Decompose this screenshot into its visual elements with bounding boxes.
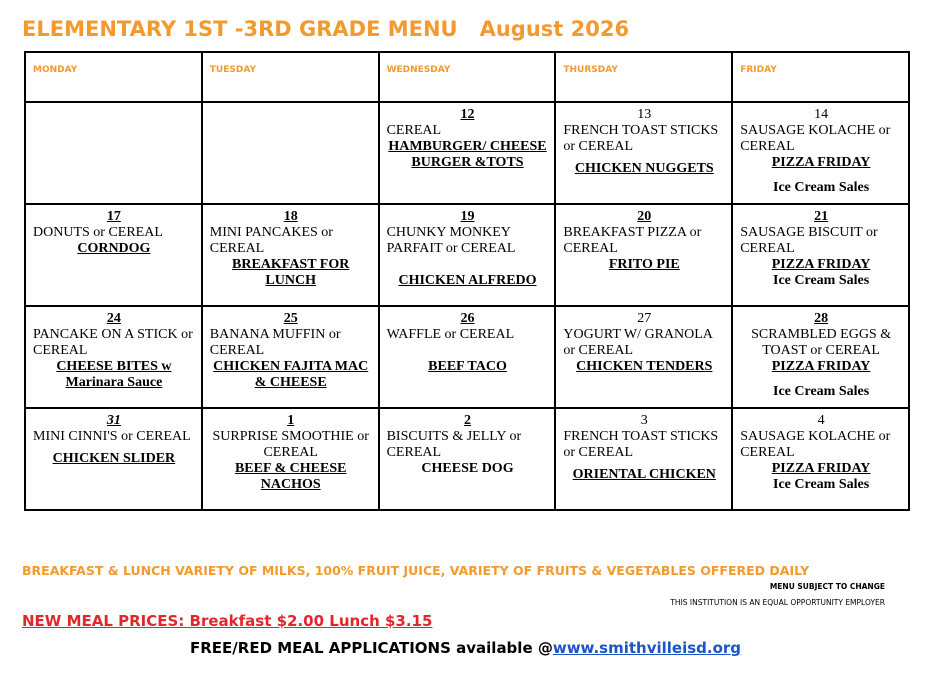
lunch-item: ORIENTAL CHICKEN [572, 467, 716, 482]
lunch-item: PIZZA FRIDAY [771, 257, 871, 272]
breakfast-item: BREAKFAST PIZZA or CEREAL [563, 225, 702, 256]
day-number: 26 [460, 311, 475, 326]
day-cell [732, 306, 909, 408]
breakfast-item: YOGURT W/ GRANOLA or CEREAL [563, 327, 713, 358]
lunch-item: CHICKEN SLIDER [52, 451, 176, 466]
day-number: 13 [637, 107, 652, 122]
breakfast-item: SAUSAGE KOLACHE or CEREAL [740, 429, 891, 460]
day-cell [732, 204, 909, 306]
day-cell [555, 204, 732, 306]
day-number: 2 [463, 413, 471, 428]
day-number: 19 [460, 209, 475, 224]
lunch-item: FRITO PIE [608, 257, 680, 272]
day-cell-empty [202, 102, 379, 204]
day-number: 25 [283, 311, 298, 326]
lunch-item: PIZZA FRIDAY [771, 155, 871, 170]
title-month: August 2026 [479, 17, 630, 41]
day-cell [202, 306, 379, 408]
breakfast-item: BANANA MUFFIN or CEREAL [209, 327, 341, 358]
day-number: 27 [637, 311, 652, 326]
breakfast-item: FRENCH TOAST STICKS or CEREAL [563, 429, 719, 460]
subject-to-change-note: MENU SUBJECT TO CHANGE [769, 582, 885, 591]
weekday-thursday: THURSDAY [555, 52, 732, 102]
weekday-wednesday: WEDNESDAY [379, 52, 556, 102]
lunch-item: PIZZA FRIDAY [771, 359, 871, 374]
lunch-item: PIZZA FRIDAY [771, 461, 871, 476]
day-number: 4 [817, 413, 825, 428]
lunch-item: HAMBURGER/ CHEESE BURGER &TOTS [388, 139, 547, 170]
district-website-link[interactable]: www.smithvilleisd.org [552, 639, 742, 657]
lunch-item: BREAKFAST FOR LUNCH [232, 257, 350, 288]
day-cell [379, 306, 556, 408]
menu-calendar [24, 51, 910, 511]
lunch-item: CHICKEN ALFREDO [398, 273, 537, 288]
day-number: 18 [283, 209, 298, 224]
breakfast-item: PANCAKE ON A STICK or CEREAL [33, 327, 193, 358]
day-cell [555, 306, 732, 408]
extra-note: Ice Cream Sales [773, 477, 870, 492]
lunch-item: CHICKEN NUGGETS [574, 161, 714, 176]
day-number: 31 [106, 413, 121, 428]
day-cell [555, 102, 732, 204]
breakfast-item: FRENCH TOAST STICKS or CEREAL [563, 123, 719, 154]
day-cell [555, 408, 732, 510]
lunch-item: BEEF TACO [428, 359, 507, 374]
meal-prices: NEW MEAL PRICES: Breakfast $2.00 Lunch $3.15 [22, 612, 433, 630]
title-text: ELEMENTARY 1ST -3RD GRADE MENU [22, 17, 458, 41]
variety-note: BREAKFAST & LUNCH VARIETY OF MILKS, 100% FRUIT JUICE, VARIETY OF FRUITS & VEGETABLES OFFERED DAILY [22, 563, 810, 578]
lunch-item: CHICKEN TENDERS [576, 359, 713, 374]
weekday-tuesday: TUESDAY [202, 52, 379, 102]
day-number: 12 [460, 107, 475, 122]
day-number: 3 [640, 413, 648, 428]
breakfast-item: DONUTS or CEREAL [33, 225, 163, 240]
breakfast-item: MINI PANCAKES or CEREAL [209, 225, 333, 256]
menu-title [22, 17, 629, 41]
day-number: 17 [106, 209, 121, 224]
day-number: 20 [637, 209, 652, 224]
day-number: 1 [287, 413, 295, 428]
lunch-item: CORNDOG [77, 241, 151, 256]
day-cell-empty [25, 102, 202, 204]
breakfast-item: CHUNKY MONKEY PARFAIT or CEREAL [386, 225, 516, 256]
day-cell [379, 204, 556, 306]
day-cell [202, 408, 379, 510]
day-cell [25, 408, 202, 510]
breakfast-item: SCRAMBLED EGGS & TOAST or CEREAL [751, 327, 892, 358]
day-number: 24 [106, 311, 121, 326]
extra-note: Ice Cream Sales [773, 273, 870, 288]
lunch-item: BEEF & CHEESE NACHOS [234, 461, 347, 492]
breakfast-item: CEREAL [386, 123, 442, 138]
weekday-monday: MONDAY [25, 52, 202, 102]
week-row [25, 102, 909, 204]
lunch-item: CHEESE BITES w Marinara Sauce [56, 359, 172, 390]
lunch-item: CHEESE DOG [421, 461, 514, 476]
day-cell [25, 306, 202, 408]
breakfast-item: BISCUITS & JELLY or CEREAL [386, 429, 522, 460]
weekday-header-row [25, 52, 909, 102]
lunch-item: CHICKEN FAJITA MAC & CHEESE [213, 359, 369, 390]
equal-opportunity-note: THIS INSTITUTION IS AN EQUAL OPPORTUNITY EMPLOYER [670, 598, 885, 607]
day-number: 21 [814, 209, 829, 224]
day-number: 14 [814, 107, 829, 122]
breakfast-item: SAUSAGE BISCUIT or CEREAL [740, 225, 878, 256]
breakfast-item: SAUSAGE KOLACHE or CEREAL [740, 123, 891, 154]
day-cell [379, 102, 556, 204]
applications-note [190, 639, 741, 657]
day-cell [732, 102, 909, 204]
week-row [25, 408, 909, 510]
day-number: 28 [814, 311, 829, 326]
breakfast-item: SURPRISE SMOOTHIE or CEREAL [212, 429, 369, 460]
day-cell [732, 408, 909, 510]
week-row [25, 306, 909, 408]
applications-text: FREE/RED MEAL APPLICATIONS available @ [190, 639, 553, 657]
breakfast-item: WAFFLE or CEREAL [386, 327, 515, 342]
week-row [25, 204, 909, 306]
day-cell [25, 204, 202, 306]
day-cell [379, 408, 556, 510]
extra-note: Ice Cream Sales [773, 384, 870, 399]
day-cell [202, 204, 379, 306]
extra-note: Ice Cream Sales [773, 180, 870, 195]
weekday-friday: FRIDAY [732, 52, 909, 102]
breakfast-item: MINI CINNI'S or CEREAL [33, 429, 191, 444]
